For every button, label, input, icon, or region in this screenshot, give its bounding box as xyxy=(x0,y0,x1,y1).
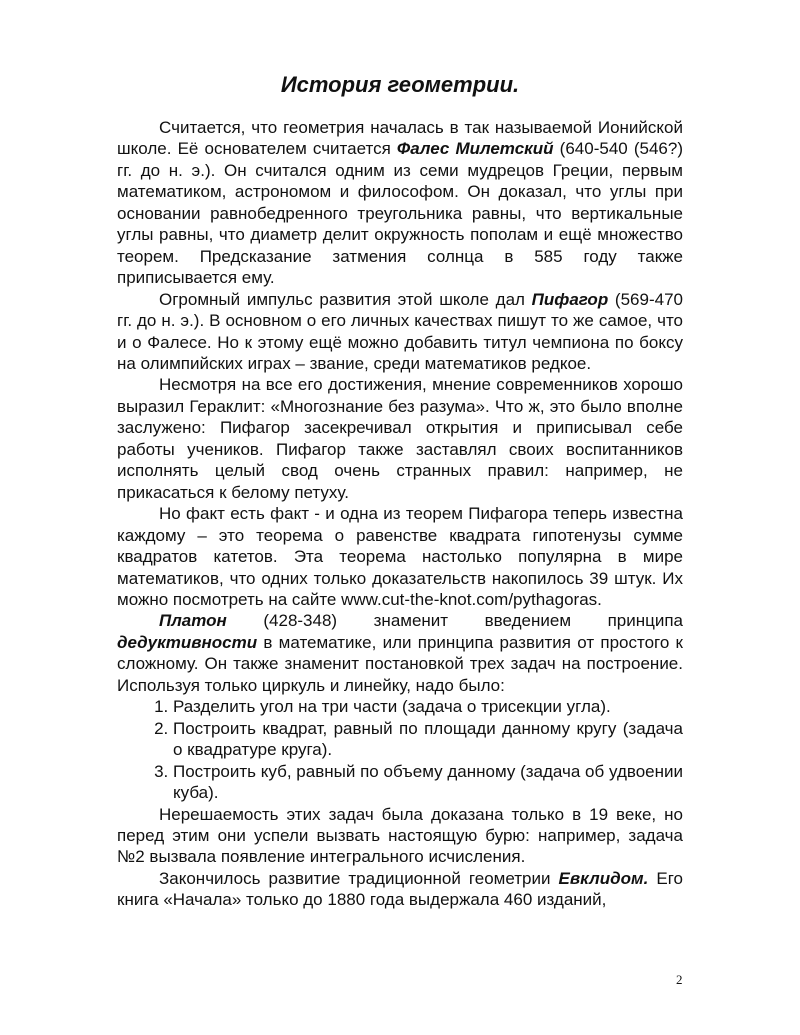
paragraph-text: в математике, или принципа развития от простого к сложному. Он также знаменит постановкой трех задач на построение. Используя только циркуль и линейку, надо было: xyxy=(117,632,683,695)
paragraph-text: Огромный импульс развития этой школе дал xyxy=(159,289,532,309)
paragraph-text: (640-540 (546?) гг. до н. э.). Он считался одним из семи мудрецов Греции, первым математиком, астрономом и философом. Он доказал, что углы при основании равнобедренного треугольника равны, что вертикальные углы равны, что диаметр делит окружность пополам и ещё множество теорем. Предсказание затмения солнца в 585 году также приписывается ему. xyxy=(117,139,683,288)
paragraph-pythagoras xyxy=(117,289,683,375)
paragraph-plato xyxy=(117,610,683,696)
name-pythagoras: Пифагор xyxy=(531,289,609,309)
paragraph-text: (428-348) знаменит введением принципа xyxy=(226,611,683,631)
paragraph-unsolvability: Нерешаемость этих задач была доказана только в 19 веке, но перед этим они успели вызвать настоящую бурю: например, задача №2 вызвала появление интегрального исчисления. xyxy=(117,804,683,867)
term-deductivity: дедуктивности xyxy=(117,632,258,652)
document-title: История геометрии. xyxy=(280,72,520,97)
page-number: 2 xyxy=(676,972,683,987)
name-euclid: Евклидом. xyxy=(558,868,649,888)
list-item: 2. Построить квадрат, равный по площади данному кругу (задача о квадратуре круга). xyxy=(173,718,683,761)
paragraph-text: Его книга «Начала» только до 1880 года выдержала 460 изданий, xyxy=(117,868,683,910)
list-item: 3. Построить куб, равный по объему данному (задача об удвоении куба). xyxy=(173,761,683,804)
paragraph-heraclitus: Несмотря на все его достижения, мнение современников хорошо выразил Гераклит: «Многознание без разума». Что ж, это было вполне заслужено: Пифагор засекречивал открытия и приписывал себе работы учеников. Пифагор также заставлял своих воспитанников исполнять целый свод очень странных правил: например, не прикасаться к белому петуху. xyxy=(117,375,683,502)
paragraph-text: (569-470 гг. до н. э.). В основном о его личных качествах пишут то же самое, что и о Фалесе. Но к этому ещё можно добавить титул чемпиона по боксу на олимпийских играх – звание, среди математиков редкое. xyxy=(117,289,683,373)
name-thales: Фалес Милетский xyxy=(396,139,554,159)
paragraph-text: Закончилось развитие традиционной геометрии xyxy=(159,868,559,888)
list-item: 1. Разделить угол на три части (задача о трисекции угла). xyxy=(173,696,683,717)
document-body xyxy=(117,117,683,911)
name-plato: Платон xyxy=(159,611,227,631)
paragraph-theorem: Но факт есть факт - и одна из теорем Пифагора теперь известна каждому – это теорема о равенстве квадрата гипотенузы сумме квадратов катетов. Эта теорема настолько популярна в мире математиков, что одних только доказательств накопилось 39 штук. Их можно посмотреть на сайте www.cut-the-knot.com/pythagoras. xyxy=(117,504,683,609)
paragraph-thales xyxy=(117,117,683,289)
construction-problems-list xyxy=(117,696,683,803)
paragraph-euclid xyxy=(117,868,683,911)
paragraph-text: Считается, что геометрия началась в так называемой Ионийской школе. Её основателем считается xyxy=(117,118,683,159)
